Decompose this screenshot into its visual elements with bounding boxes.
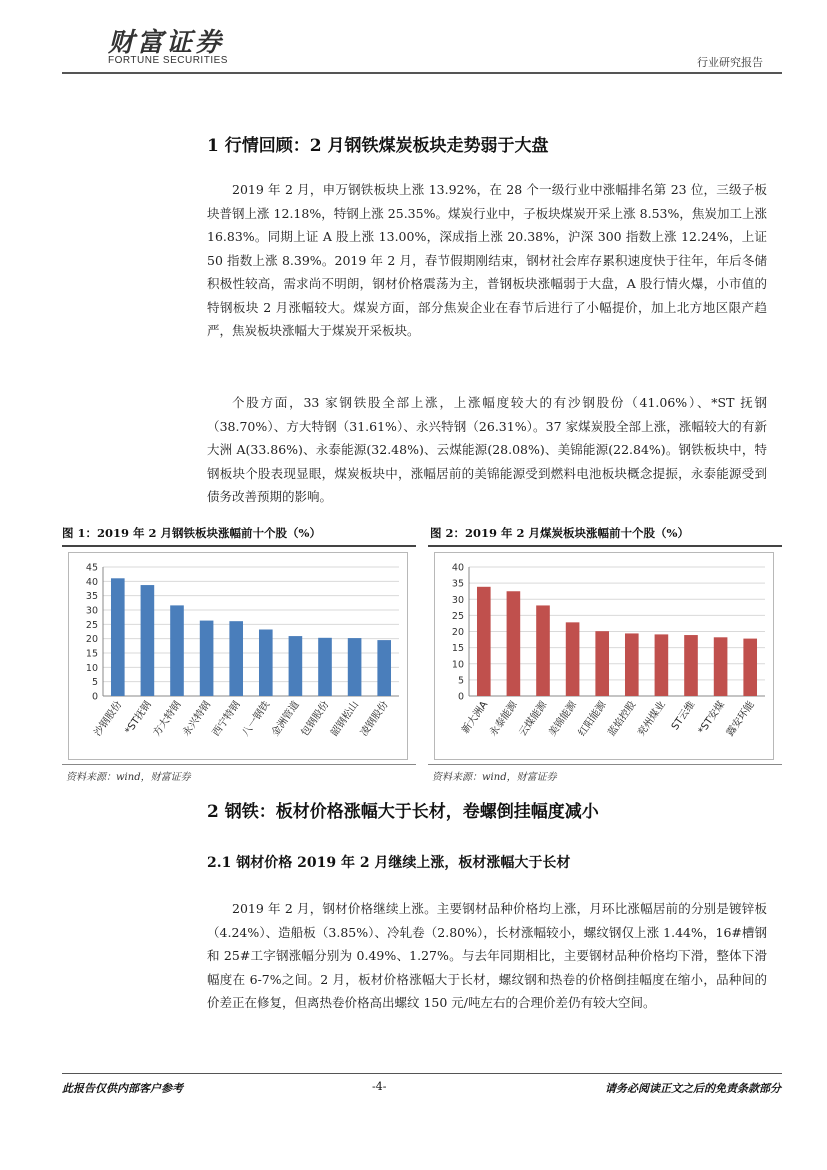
- chart1-category-label: 方大特钢: [151, 699, 184, 739]
- chart2-bar: [714, 637, 728, 696]
- section2-paragraph-1-text: 2019 年 2 月，钢材价格继续上涨。主要钢材品种价格均上涨，月环比涨幅居前的分别是镀锌板（4.24%）、造船板（3.85%）、冷轧卷（2.80%），长材涨幅较小，螺纹钢仅上涨 1.44%，16#槽钢和 25#工字钢涨幅分别为 0.49%、1.27%。与去年同期相比，主要钢材品种价格均下滑，整体下滑幅度在 6-7%之间。2 月，板材价格涨幅大于长材，螺纹钢和热卷的价格倒挂幅度在缩小，品种间的价差正在修复，但离热卷价格高出螺纹 150 元/吨左右的合理价差仍有较大空间。: [207, 901, 767, 1010]
- figure2-title: 图 2：2019 年 2 月煤炭板块涨幅前十个股（%）: [430, 526, 689, 540]
- figure2-chart-frame: [434, 552, 774, 760]
- chart1-ytick-label: 25: [85, 619, 98, 631]
- chart2-category-label: 红阳能源: [576, 699, 609, 739]
- chart2-category-label: 永泰能源: [487, 699, 520, 739]
- footer-disclaimer-left: 此报告仅供内部客户参考: [62, 1082, 183, 1095]
- chart2-category-label: 美锦能源: [547, 699, 580, 739]
- page-number: -4-: [372, 1080, 387, 1093]
- figure1-source: 资料来源：wind，财富证券: [66, 772, 191, 783]
- chart1-bar: [141, 585, 155, 696]
- chart1-bar: [318, 638, 332, 696]
- chart1-category-label: 金洲管道: [269, 699, 302, 739]
- chart2-ytick-label: 35: [451, 578, 464, 590]
- footer-divider: [62, 1073, 782, 1074]
- chart1-ytick-label: 45: [85, 562, 98, 574]
- chart2-bar: [507, 591, 521, 696]
- figure2-bottom-rule: [428, 764, 782, 765]
- chart2-ytick-label: 5: [457, 675, 464, 687]
- chart1-ytick-label: 40: [85, 576, 98, 588]
- section1-heading: 1 行情回顾：2 月钢铁煤炭板块走势弱于大盘: [207, 136, 549, 156]
- chart2-bar: [595, 631, 609, 696]
- chart2-bar: [743, 639, 757, 696]
- chart2-bar: [625, 633, 639, 696]
- chart1-ytick-label: 20: [85, 634, 98, 646]
- chart1-category-label: 八一钢铁: [240, 699, 273, 739]
- chart2-category-label: 云煤能源: [517, 699, 550, 739]
- chart1-category-label: 韶钢松山: [329, 699, 362, 739]
- chart1-bar: [229, 621, 243, 696]
- section1-paragraph-1: [207, 178, 767, 343]
- chart2-bar: [566, 622, 580, 696]
- section1-paragraph-1-text: 2019 年 2 月，申万钢铁板块上涨 13.92%，在 28 个一级行业中涨幅排名第 23 位，三级子板块普钢上涨 12.18%，特钢上涨 25.35%。煤炭行业中，子板块煤炭开采上涨 8.53%，焦炭加工上涨 16.83%。同期上证 A 股上涨 13.00%，深成指上涨 20.38%，沪深 300 指数上涨 12.24%，上证 50 指数上涨 8.39%。2019 年 2 月，春节假期刚结束，钢材社会库存累积速度快于往年，年后冬储积极性较高，需求尚不明朗，钢材价格震荡为主，普钢板块涨幅弱于大盘，A 股行情火爆，小市值的特钢板块 2 月涨幅较大。煤炭方面，部分焦炭企业在春节后进行了小幅提价，加上北方地区限产趋严，焦炭板块涨幅大于煤炭开采板块。: [207, 182, 767, 338]
- chart1-category-label: 永兴特钢: [181, 699, 214, 739]
- chart1-category-label: 西宁特钢: [210, 699, 243, 739]
- section1-paragraph-2-text: 个股方面，33 家钢铁股全部上涨，上涨幅度较大的有沙钢股份（41.06%）、*ST 抚钢（38.70%）、方大特钢（31.61%）、永兴特钢（26.31%）。37 家煤炭股全部上涨，涨幅较大的有新大洲 A(33.86%)、永泰能源(32.48%)、云煤能源(28.08%)、美锦能源(22.84%)。钢铁板块中，特钢板块个股表现显眼，煤炭板块中，涨幅居前的美锦能源受到燃料电池板块概念提振，永泰能源受到债务改善预期的影响。: [207, 395, 767, 504]
- chart1-ytick-label: 35: [85, 591, 98, 603]
- chart2-category-label: ST云维: [669, 699, 698, 733]
- figure1-title: 图 1：2019 年 2 月钢铁板块涨幅前十个股（%）: [62, 526, 321, 540]
- figure2-top-rule: [428, 545, 782, 547]
- section2-heading: 2 钢铁：板材价格涨幅大于长材，卷螺倒挂幅度减小: [207, 802, 599, 822]
- chart2-ytick-label: 25: [451, 610, 464, 622]
- footer-disclaimer-right: 请务必阅读正文之后的免责条款部分: [605, 1082, 781, 1095]
- chart2-bar: [477, 587, 491, 696]
- chart1-bar: [259, 629, 273, 696]
- chart2-category-label: 露安环能: [724, 699, 757, 739]
- figure1-top-rule: [62, 545, 416, 547]
- section1-paragraph-2: [207, 391, 767, 509]
- chart1-category-label: 包钢股份: [299, 699, 332, 739]
- chart2-ytick-label: 0: [457, 691, 464, 703]
- figure1-bar-chart: [69, 553, 407, 759]
- chart1-bar: [200, 621, 214, 696]
- section2-paragraph-1: [207, 897, 767, 1015]
- chart1-bar: [111, 578, 125, 696]
- chart1-bar: [289, 636, 303, 696]
- chart1-bar: [348, 638, 362, 696]
- chart1-ytick-label: 15: [85, 648, 98, 660]
- figure1-bottom-rule: [62, 764, 416, 765]
- report-type-label: 行业研究报告: [697, 56, 763, 69]
- chart2-category-label: 蓝焰控股: [606, 699, 639, 739]
- chart2-ytick-label: 40: [451, 562, 464, 574]
- chart1-bar: [170, 605, 184, 696]
- chart2-bar: [655, 634, 669, 696]
- figure2-bar-chart: [435, 553, 773, 759]
- chart1-category-label: 凌钢股份: [358, 699, 391, 739]
- logo-english: FORTUNE SECURITIES: [108, 55, 228, 66]
- header-divider: [62, 72, 782, 74]
- chart1-ytick-label: 10: [85, 662, 98, 674]
- chart1-category-label: 沙钢股份: [92, 699, 125, 739]
- chart2-ytick-label: 20: [451, 627, 464, 638]
- chart1-ytick-label: 30: [85, 605, 98, 617]
- section2-1-subheading: 2.1 钢材价格 2019 年 2 月继续上涨，板材涨幅大于长材: [207, 855, 571, 871]
- chart2-category-label: *ST安煤: [696, 699, 728, 737]
- figure2-source: 资料来源：wind，财富证券: [432, 772, 557, 783]
- figure1-chart-frame: [68, 552, 408, 760]
- logo-chinese: 财富证券: [108, 28, 225, 58]
- chart2-ytick-label: 15: [451, 643, 464, 655]
- chart2-bar: [684, 635, 698, 696]
- chart2-bar: [536, 605, 550, 696]
- chart1-ytick-label: 0: [91, 691, 98, 703]
- chart2-category-label: 新大洲A: [460, 699, 491, 736]
- chart2-category-label: 兖州煤业: [635, 699, 668, 739]
- chart1-category-label: *ST抚钢: [123, 699, 154, 737]
- chart1-ytick-label: 5: [91, 677, 98, 689]
- chart2-ytick-label: 30: [451, 594, 464, 606]
- chart2-ytick-label: 10: [451, 659, 464, 671]
- chart1-bar: [377, 640, 391, 696]
